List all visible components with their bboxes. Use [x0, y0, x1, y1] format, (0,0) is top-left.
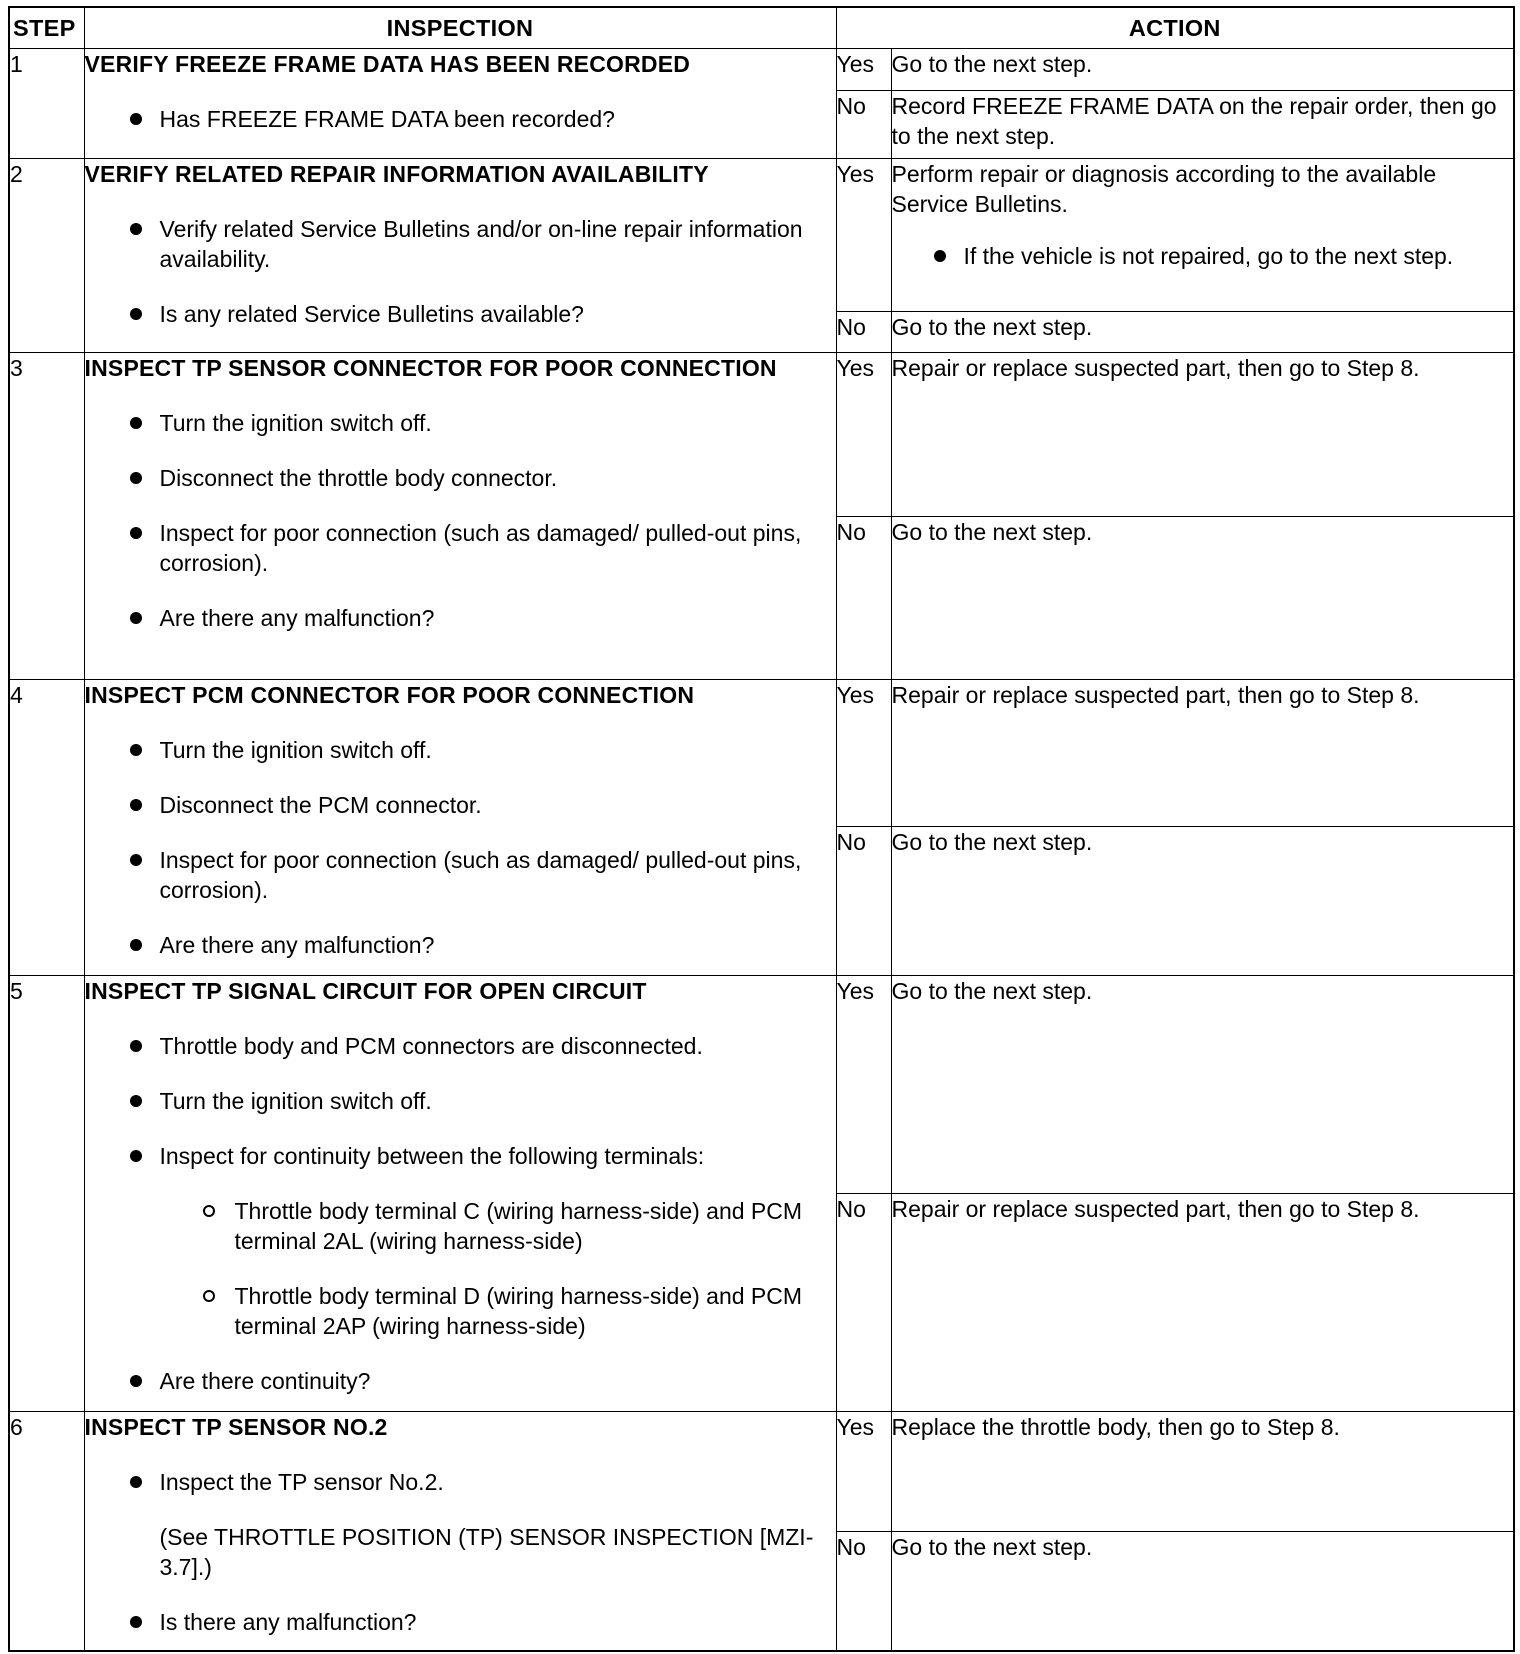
yes-action: Repair or replace suspected part, then go to Step 8.	[891, 680, 1514, 827]
inspection-sub-bullet: Throttle body terminal D (wiring harness-side) and PCM terminal 2AP (wiring harness-side)	[85, 1281, 836, 1341]
step-number: 4	[9, 680, 84, 976]
inspection-title: INSPECT TP SENSOR NO.2	[84, 1414, 388, 1441]
header-action: ACTION	[836, 7, 1514, 48]
yes-label: Yes	[836, 48, 891, 90]
inspection-bullet: Is there any malfunction?	[85, 1607, 836, 1637]
inspection-bullet: Disconnect the PCM connector.	[85, 790, 836, 820]
table-row	[9, 158, 1514, 311]
inspection-bullet: Are there continuity?	[85, 1366, 836, 1396]
table-row	[9, 975, 1514, 1193]
no-action: Go to the next step.	[891, 1532, 1514, 1651]
no-label: No	[836, 516, 891, 679]
step-number: 1	[9, 48, 84, 158]
no-action: Go to the next step.	[891, 516, 1514, 679]
no-action: Go to the next step.	[891, 312, 1514, 353]
header-row	[9, 7, 1514, 48]
step-number: 2	[9, 158, 84, 353]
step-number: 6	[9, 1412, 84, 1651]
inspection-bullet: Inspect for poor connection (such as damaged/ pulled-out pins, corrosion).	[85, 518, 836, 578]
inspection-cell	[84, 1412, 836, 1651]
yes-label: Yes	[836, 680, 891, 827]
inspection-title: VERIFY FREEZE FRAME DATA HAS BEEN RECORDED	[84, 50, 691, 77]
inspection-sub-bullet: Throttle body terminal C (wiring harness-side) and PCM terminal 2AL (wiring harness-side)	[85, 1196, 836, 1256]
inspection-bullet: Disconnect the throttle body connector.	[85, 463, 836, 493]
inspection-cell	[84, 48, 836, 158]
inspection-bullet: Inspect for poor connection (such as damaged/ pulled-out pins, corrosion).	[85, 845, 836, 905]
inspection-title: INSPECT PCM CONNECTOR FOR POOR CONNECTION	[84, 682, 695, 709]
no-action: Record FREEZE FRAME DATA on the repair order, then go to the next step.	[891, 91, 1514, 159]
inspection-bullet: Has FREEZE FRAME DATA been recorded?	[85, 104, 836, 134]
no-label: No	[836, 1532, 891, 1651]
inspection-bullet: Inspect for continuity between the following terminals:	[85, 1141, 836, 1171]
inspection-cell	[84, 353, 836, 680]
no-action: Go to the next step.	[891, 827, 1514, 975]
yes-label: Yes	[836, 1412, 891, 1532]
no-label: No	[836, 827, 891, 975]
inspection-note: (See THROTTLE POSITION (TP) SENSOR INSPECTION [MZI-3.7].)	[159, 1524, 814, 1581]
yes-label: Yes	[836, 158, 891, 311]
yes-action-cell	[891, 158, 1514, 311]
table-row	[9, 680, 1514, 827]
no-action: Repair or replace suspected part, then go to Step 8.	[891, 1193, 1514, 1412]
header-inspection: INSPECTION	[84, 7, 836, 48]
inspection-title: VERIFY RELATED REPAIR INFORMATION AVAILABILITY	[84, 160, 709, 187]
no-label: No	[836, 1193, 891, 1412]
yes-label: Yes	[836, 975, 891, 1193]
yes-action: Perform repair or diagnosis according to the available Service Bulletins.	[891, 160, 1437, 217]
inspection-cell	[84, 158, 836, 353]
inspection-cell	[84, 975, 836, 1412]
inspection-cell	[84, 680, 836, 976]
yes-action: Replace the throttle body, then go to Step 8.	[891, 1412, 1514, 1532]
inspection-title: INSPECT TP SIGNAL CIRCUIT FOR OPEN CIRCUIT	[84, 977, 647, 1004]
step-number: 3	[9, 353, 84, 680]
inspection-bullet: Are there any malfunction?	[85, 603, 836, 633]
inspection-title: INSPECT TP SENSOR CONNECTOR FOR POOR CONNECTION	[84, 355, 777, 382]
inspection-bullet: Turn the ignition switch off.	[85, 408, 836, 438]
table-row	[9, 1412, 1514, 1532]
yes-action: Go to the next step.	[891, 975, 1514, 1193]
step-number: 5	[9, 975, 84, 1412]
diagnostic-table	[8, 6, 1515, 1652]
header-step: STEP	[9, 7, 84, 48]
inspection-bullet: Throttle body and PCM connectors are disconnected.	[85, 1031, 836, 1061]
yes-label: Yes	[836, 353, 891, 516]
no-label: No	[836, 91, 891, 159]
table-row	[9, 353, 1514, 516]
inspection-bullet: Are there any malfunction?	[85, 930, 836, 960]
yes-action: Go to the next step.	[891, 48, 1514, 90]
no-label: No	[836, 312, 891, 353]
inspection-bullet: Turn the ignition switch off.	[85, 1086, 836, 1116]
table-row	[9, 48, 1514, 90]
inspection-bullet: Is any related Service Bulletins available?	[85, 299, 836, 329]
action-bullet: If the vehicle is not repaired, go to the next step.	[892, 241, 1514, 271]
inspection-bullet: Verify related Service Bulletins and/or on-line repair information availability.	[85, 214, 836, 274]
yes-action: Repair or replace suspected part, then go to Step 8.	[891, 353, 1514, 516]
inspection-bullet: Inspect the TP sensor No.2.	[85, 1467, 836, 1497]
inspection-bullet: Turn the ignition switch off.	[85, 735, 836, 765]
